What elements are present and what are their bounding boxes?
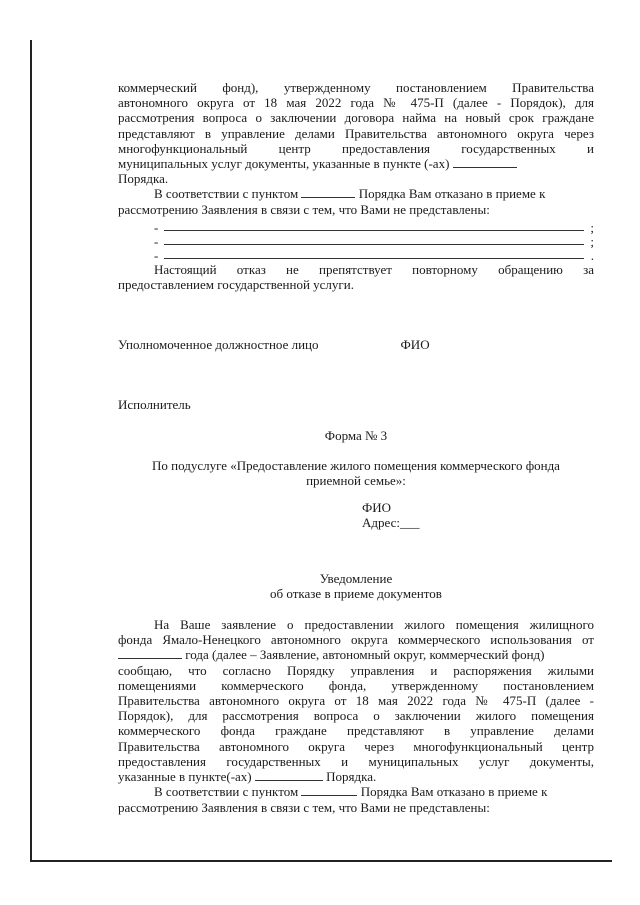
fill-in-blank [255, 770, 323, 781]
text-segment: года (далее – Заявление, автономный округ, коммерческий фонд) [185, 647, 545, 663]
scan-border-bottom [30, 860, 612, 862]
fill-in-blank [118, 648, 182, 659]
text-line: рассмотрению Заявления в связи с тем, что Вами не представлены: [118, 799, 490, 815]
text-line: Порядка. [118, 171, 169, 187]
text-line: автономного округа от 18 мая 2022 года № 475-П (далее - Порядок), для [118, 95, 594, 111]
list-dash: - [154, 219, 159, 235]
text-segment: В соответствии с пунктом [154, 784, 299, 800]
text-line: рассмотрения вопроса о заключении договора найма на новый срок граждане [118, 110, 594, 126]
fill-in-blank [301, 785, 357, 796]
notice-title: Уведомление [319, 570, 393, 586]
fill-in-blank [164, 244, 584, 245]
text-segment: В соответствии с пунктом [154, 186, 299, 202]
list-item [154, 234, 594, 248]
text-line: Правительства автономного округа через многофункциональный центр [118, 738, 594, 754]
text-line [118, 156, 594, 171]
text-line: предоставления государственных и муниципальных услуг документы, [118, 753, 594, 769]
list-item [154, 248, 594, 262]
text-line: сообщаю, что согласно Порядку управления и распоряжения жилыми [118, 662, 594, 678]
list-end: ; [590, 233, 594, 249]
text-line: коммерческий фонд), утвержденному постановлением Правительства [118, 80, 594, 95]
subservice-title: По подуслуге «Предоставление жилого помещения коммерческого фонда [152, 457, 560, 473]
official-fio: ФИО [400, 337, 430, 353]
list-end: . [590, 247, 594, 263]
text-line: представляют в управление делами Правительства автономного округа через [118, 125, 594, 141]
text-line: помещениями коммерческого фонда, утвержденному постановлением [118, 677, 594, 693]
subservice-title: приемной семье»: [306, 473, 406, 489]
list-dash: - [154, 233, 159, 249]
fill-in-blank [301, 187, 355, 198]
text-line [118, 186, 594, 201]
text-segment: муниципальных услуг документы, указанные в пункте (-ах) [118, 156, 450, 172]
text-line: предоставлением государственной услуги. [118, 277, 354, 293]
text-segment: Порядка Вам отказано в приеме к [358, 186, 546, 202]
document-page [118, 80, 594, 815]
form-title: Форма № 3 [324, 427, 388, 443]
text-line: коммерческого фонда граждане представляют в управление делами [118, 723, 594, 739]
text-segment: указанные в пункте(-ах) [118, 769, 252, 785]
fill-in-blank [164, 230, 584, 231]
text-line: фонда Ямало-Ненецкого автономного округа коммерческого использования от [118, 632, 594, 648]
notice-subtitle: об отказе в приеме документов [270, 585, 442, 601]
official-label: Уполномоченное должностное лицо [118, 337, 319, 353]
text-line: рассмотрению Заявления в связи с тем, что Вами не представлены: [118, 201, 490, 217]
text-line [118, 784, 594, 799]
list-end: ; [590, 219, 594, 235]
addressee-fio: ФИО [362, 500, 392, 516]
addressee-address: Адрес:___ [362, 515, 420, 531]
signature-line [118, 337, 594, 352]
text-line [118, 769, 594, 784]
list-dash: - [154, 247, 159, 263]
fill-in-blank [164, 258, 584, 259]
text-segment: Порядка. [326, 769, 377, 785]
text-line: Правительства автономного округа от 18 мая 2022 года № 475-П (далее - [118, 693, 594, 709]
text-line: многофункциональный центр предоставления государственных и [118, 140, 594, 156]
executor-label: Исполнитель [118, 397, 191, 413]
list-item [154, 220, 594, 234]
scan-border-left [30, 40, 32, 860]
text-line: Порядок), для рассмотрения вопроса о заключении жилого помещения [118, 708, 594, 724]
fill-in-blank [453, 157, 517, 168]
text-segment: Порядка Вам отказано в приеме к [360, 784, 548, 800]
text-line [118, 647, 594, 662]
text-line: На Ваше заявление о предоставлении жилого помещения жилищного [154, 617, 594, 633]
text-line: Настоящий отказ не препятствует повторному обращению за [154, 261, 594, 277]
